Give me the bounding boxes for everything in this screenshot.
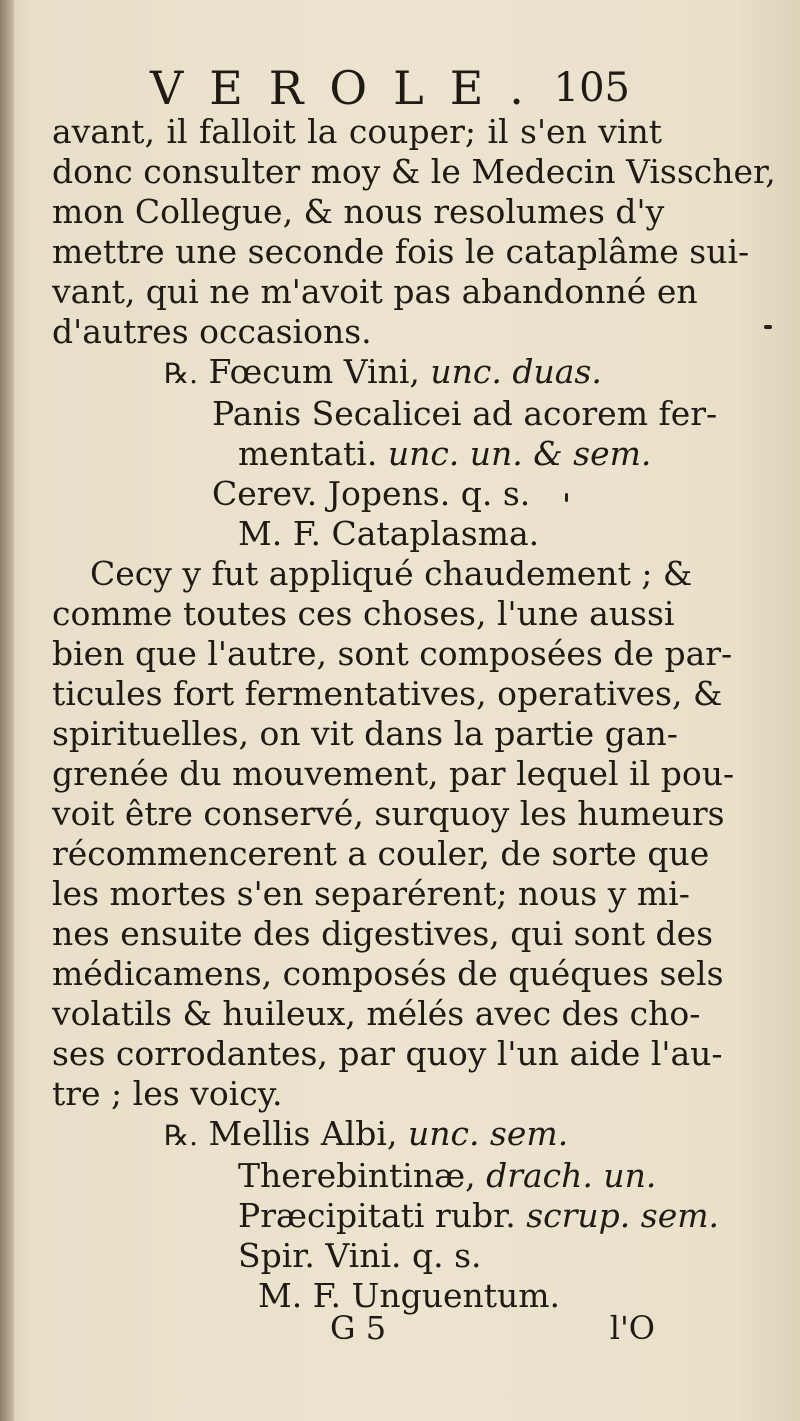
recipe-line: Panis Secalicei ad acorem fer- — [212, 394, 718, 433]
signature-mark: G 5 — [330, 1309, 387, 1347]
running-head: VEROLE. — [150, 61, 550, 115]
text-line: avant, il falloit la couper; il s'en vint — [52, 112, 662, 151]
recipe-ingredient: mentati. — [238, 434, 388, 473]
text-line: les mortes s'en separérent; nous y mi- — [52, 874, 690, 913]
text-line: Cecy y fut appliqué chaudement ; & — [90, 554, 693, 593]
page-header — [150, 58, 630, 118]
recipe-quantity: unc. sem. — [407, 1114, 569, 1153]
recipe-line: M. F. Unguentum. — [258, 1276, 561, 1315]
text-line: récommencerent a couler, de sorte que — [52, 834, 710, 873]
text-line: tre ; les voicy. — [52, 1074, 283, 1113]
text-line: mettre une seconde fois le cataplâme sui- — [52, 232, 750, 271]
recipe-quantity: unc. duas. — [430, 352, 602, 391]
text-line: voit être conservé, surquoy les humeurs — [52, 794, 725, 833]
catchword: l'O — [609, 1309, 655, 1347]
text-line: bien que l'autre, sont composées de par- — [52, 634, 733, 673]
recipe-line — [52, 1196, 720, 1236]
page-gutter — [0, 0, 14, 1421]
recipe-quantity: drach. un. — [486, 1156, 657, 1195]
text-line: grenée du mouvement, par lequel il pou- — [52, 754, 735, 793]
recipe-quantity: unc. un. & sem. — [387, 434, 652, 473]
recipe-ingredient: Fœcum Vini, — [208, 352, 431, 391]
text-line: comme toutes ces choses, l'une aussi — [52, 594, 675, 633]
recipe-line — [52, 1156, 662, 1196]
text-line: volatils & huileux, mélés avec des cho- — [52, 994, 701, 1033]
recipe-line: M. F. Cataplasma. — [238, 514, 540, 553]
recipe-ingredient: Therebintinæ, — [238, 1156, 487, 1195]
page-number: 105 — [553, 65, 630, 111]
recipe-line — [52, 1114, 662, 1156]
recipe-symbol: ℞. — [164, 357, 199, 390]
text-line: nes ensuite des digestives, qui sont des — [52, 914, 714, 953]
ink-speck — [565, 493, 568, 502]
text-line: médicamens, composés de quéques sels — [52, 954, 724, 993]
page-footer — [330, 1306, 655, 1350]
text-line: vant, qui ne m'avoit pas abandonné en — [52, 272, 698, 311]
recipe-ingredient: Præcipitati rubr. — [238, 1196, 527, 1235]
recipe-line — [52, 352, 662, 394]
recipe-line — [52, 434, 662, 474]
recipe-quantity: scrup. sem. — [526, 1196, 720, 1235]
recipe-line: Cerev. Jopens. q. s. — [212, 474, 531, 513]
body-text — [52, 112, 776, 1316]
recipe-ingredient: Mellis Albi, — [208, 1114, 408, 1153]
text-line: donc consulter moy & le Medecin Visscher, — [52, 152, 776, 191]
text-line: mon Collegue, & nous resolumes d'y — [52, 192, 665, 231]
text-line: d'autres occasions. — [52, 312, 372, 351]
recipe-line: Spir. Vini. q. s. — [238, 1236, 482, 1275]
text-line: ses corrodantes, par quoy l'un aide l'au- — [52, 1034, 723, 1073]
recipe-symbol: ℞. — [164, 1119, 199, 1152]
text-line: spirituelles, on vit dans la partie gan- — [52, 714, 678, 753]
text-line: ticules fort fermentatives, operatives, & — [52, 674, 723, 713]
ink-speck — [764, 325, 772, 329]
